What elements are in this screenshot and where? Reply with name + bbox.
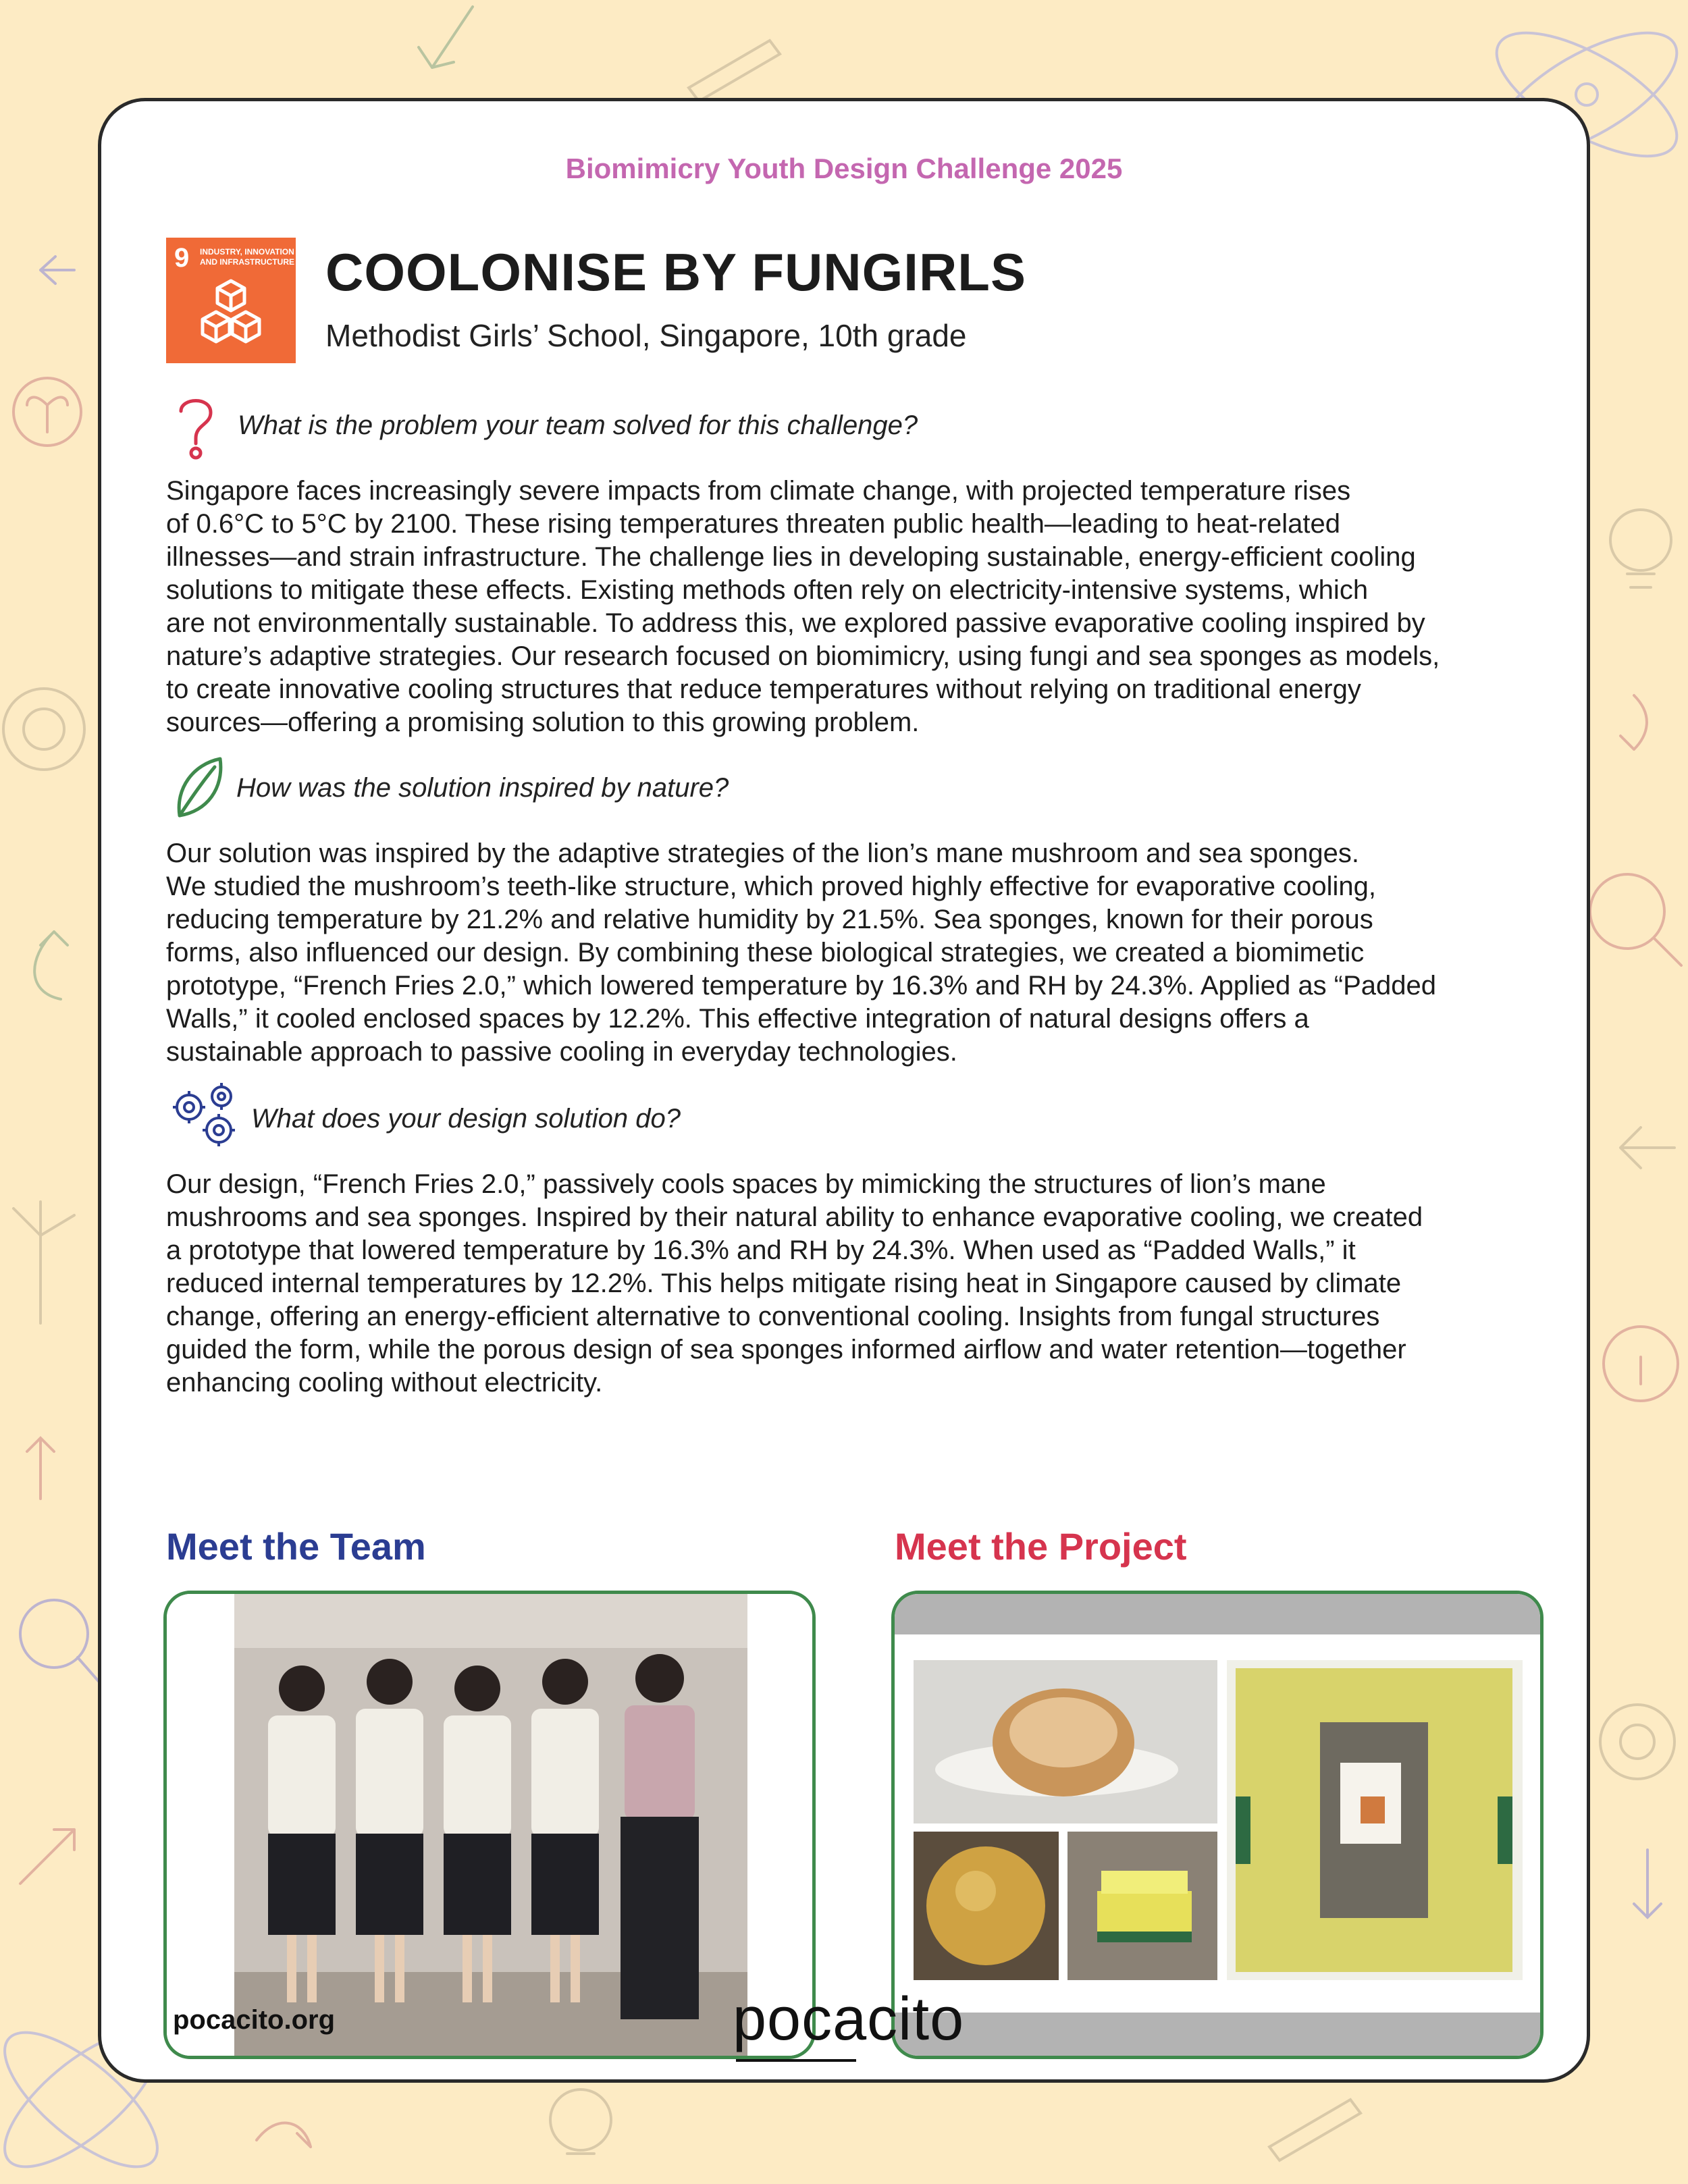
- logo-underline: [736, 2059, 856, 2062]
- problem-paragraph: [166, 475, 1537, 739]
- sea-sponge-photo: [914, 1832, 1059, 1980]
- magnifier-icon: [20, 1600, 101, 1684]
- pencil-icon: [689, 41, 780, 101]
- question-mark-icon: [176, 394, 216, 461]
- problem-line: of 0.6°C to 5°C by 2100. These rising temperatures threaten public health—leading to heat-related: [166, 509, 1340, 539]
- problem-line: to create innovative cooling structures that reduce temperatures without relying on traditional energy: [166, 674, 1361, 704]
- problem-line: Singapore faces increasingly severe impacts from climate change, with projected temperature rises: [166, 476, 1351, 506]
- inspiration-line: We studied the mushroom’s teeth-like structure, which proved highly effective for evaporative cooling,: [166, 872, 1377, 901]
- sprout-icon: [1604, 1327, 1678, 1401]
- solution-line: change, offering an energy-efficient alternative to conventional cooling. Insights from fungal structures: [166, 1302, 1380, 1331]
- project-title: COOLONISE BY FUNGIRLS: [325, 242, 1026, 302]
- mushroom-photo: [914, 1660, 1217, 1823]
- gear-icon: [1600, 1705, 1674, 1779]
- solution-line: Our design, “French Fries 2.0,” passively cools spaces by mimicking the structures of lion’s mane: [166, 1169, 1326, 1199]
- problem-line: nature’s adaptive strategies. Our research focused on biomimicry, using fungi and sea sponges as models,: [166, 641, 1440, 671]
- arrow-left-icon: [1620, 1127, 1674, 1168]
- question-solution: What does your design solution do?: [251, 1104, 681, 1134]
- gears-icon: [169, 1082, 243, 1149]
- team-photo-frame: [163, 1591, 816, 2059]
- inspiration-line: prototype, “French Fries 2.0,” which lowered temperature by 16.3% and RH by 24.3%. Applied as “Padded: [166, 971, 1436, 1001]
- solution-line: reduced internal temperatures by 12.2%. This helps mitigate rising heat in Singapore caused by climate: [166, 1269, 1402, 1298]
- challenge-name: Biomimicry Youth Design Challenge 2025: [565, 153, 1123, 184]
- team-photo: [167, 1594, 812, 2056]
- content-card: [98, 98, 1590, 2083]
- sponge-model-photo: [1067, 1832, 1217, 1980]
- curly-arrow-icon: [34, 932, 68, 999]
- project-photos: [895, 1594, 1540, 2056]
- teacher-figure: [621, 1654, 699, 2019]
- question-inspiration: How was the solution inspired by nature?: [236, 773, 729, 803]
- footer-url[interactable]: pocacito.org: [173, 2005, 336, 2035]
- problem-line: illnesses—and strain infrastructure. The challenge lies in developing sustainable, energy-efficient cooling: [166, 542, 1416, 572]
- pencil-icon: [1269, 2100, 1361, 2160]
- padded-walls-photo: [1227, 1660, 1523, 1980]
- arrow-down-icon: [1634, 1850, 1661, 1917]
- solution-line: enhancing cooling without electricity.: [166, 1368, 603, 1397]
- school-info: Methodist Girls’ School, Singapore, 10th grade: [325, 318, 967, 353]
- arrow-up-icon: [27, 1438, 54, 1499]
- arrow-icon: [1620, 695, 1647, 749]
- inspiration-line: reducing temperature by 21.2% and relative humidity by 21.5%. Sea sponges, known for their porous: [166, 905, 1373, 934]
- magnifier-icon: [1590, 874, 1681, 965]
- cubes-icon: [196, 278, 266, 352]
- project-photo-frame: [891, 1591, 1544, 2059]
- problem-line: are not environmentally sustainable. To address this, we explored passive evaporative cooling inspired by: [166, 608, 1425, 638]
- solution-line: mushrooms and sea sponges. Inspired by their natural ability to enhance evaporative cooling, we created: [166, 1202, 1423, 1232]
- inspiration-line: sustainable approach to passive cooling in everyday technologies.: [166, 1037, 957, 1067]
- arrow-left-icon: [41, 257, 74, 284]
- gear-icon: [3, 689, 84, 770]
- sdg-number: 9: [174, 243, 190, 273]
- inspiration-paragraph: [166, 837, 1537, 1069]
- solution-paragraph: [166, 1168, 1537, 1400]
- problem-line: sources—offering a promising solution to this growing problem.: [166, 708, 920, 737]
- curly-arrow-icon: [257, 2123, 311, 2147]
- wind-turbine-icon: [14, 1202, 74, 1323]
- leaf-icon: [173, 755, 224, 822]
- inspiration-line: forms, also influenced our design. By combining these biological strategies, we created a biomimetic: [166, 938, 1365, 967]
- inspiration-line: Walls,” it cooled enclosed spaces by 12.2%. This effective integration of natural designs offers a: [166, 1004, 1309, 1034]
- solution-line: a prototype that lowered temperature by 16.3% and RH by 24.3%. When used as “Padded Walls,” it: [166, 1235, 1356, 1265]
- inspiration-line: Our solution was inspired by the adaptive strategies of the lion’s mane mushroom and sea sponges.: [166, 838, 1359, 868]
- sdg-label: INDUSTRY, INNOVATION AND INFRASTRUCTURE: [200, 247, 294, 267]
- sdg-badge: [166, 238, 296, 363]
- pocacito-logo: pocacito: [733, 1986, 965, 2053]
- question-problem: What is the problem your team solved for this challenge?: [238, 410, 918, 440]
- lightbulb-icon: [550, 2089, 611, 2154]
- team-heading: Meet the Team: [166, 1525, 426, 1568]
- project-heading: Meet the Project: [895, 1525, 1187, 1568]
- arrow-diagonal-icon: [20, 1830, 74, 1884]
- arrow-icon: [419, 7, 473, 68]
- solution-line: guided the form, while the porous design of sea sponges informed airflow and water retention—together: [166, 1335, 1406, 1364]
- problem-line: solutions to mitigate these effects. Existing methods often rely on electricity-intensive systems, which: [166, 575, 1369, 605]
- lightbulb-icon: [1610, 510, 1671, 587]
- sprout-icon: [14, 378, 81, 446]
